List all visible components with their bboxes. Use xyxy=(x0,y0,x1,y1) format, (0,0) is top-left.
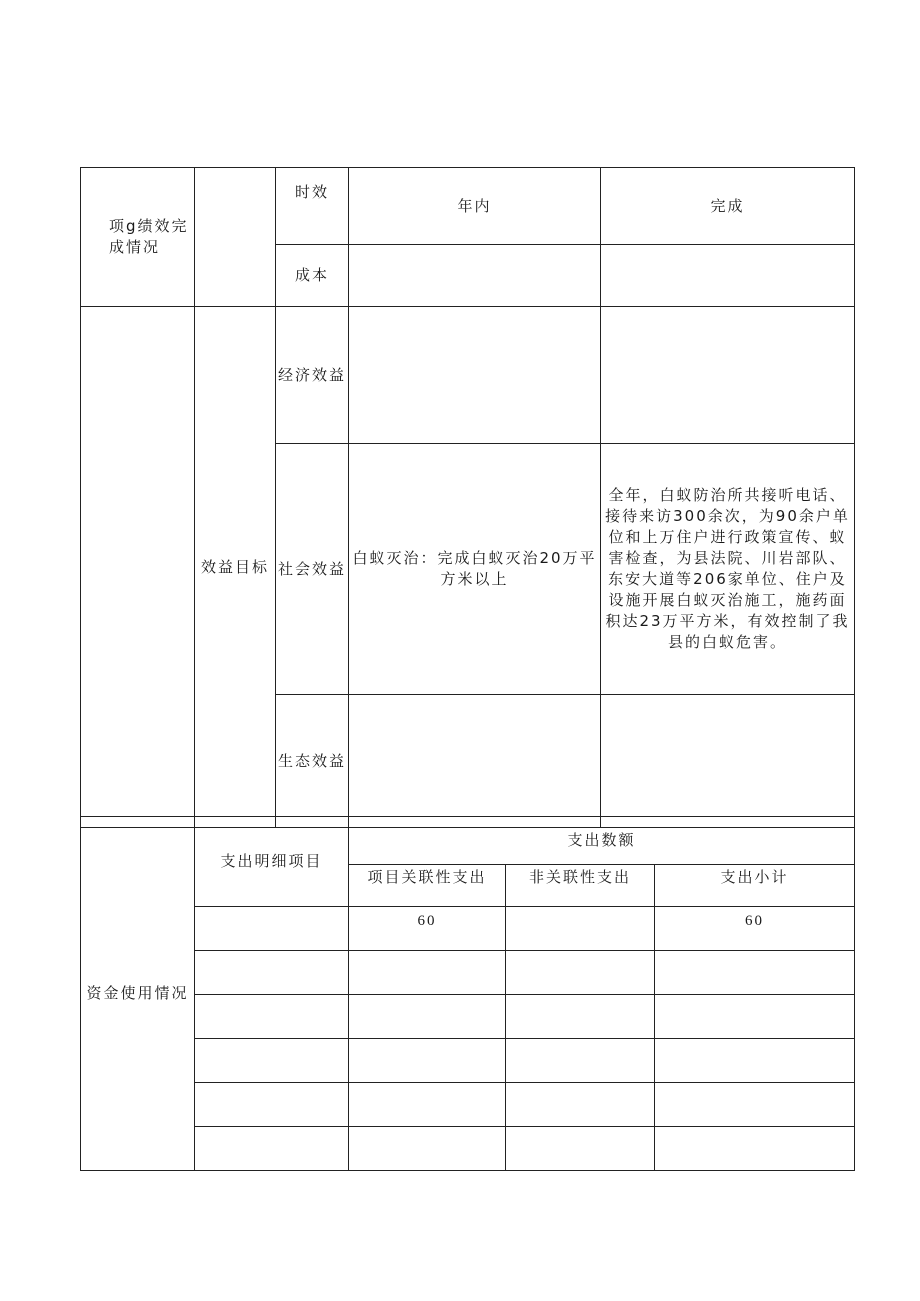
table-row xyxy=(81,1083,855,1127)
ecological-benefit-actual xyxy=(601,695,855,828)
social-benefit-label: 社会效益 xyxy=(276,444,349,695)
row-subtotal: 60 xyxy=(655,907,855,951)
performance-section-label: 项g绩效完成情况 xyxy=(81,168,195,307)
social-benefit-target: 白蚁灭治：完成白蚁灭治20万平方米以上 xyxy=(349,444,601,695)
cost-actual xyxy=(601,245,855,307)
performance-table xyxy=(80,167,855,828)
row-related xyxy=(349,995,506,1039)
row-related xyxy=(349,1127,506,1171)
row-subtotal xyxy=(655,1039,855,1083)
row-item xyxy=(195,907,349,951)
row-subtotal xyxy=(655,995,855,1039)
row-item xyxy=(195,1127,349,1171)
row-related xyxy=(349,1039,506,1083)
row-unrelated xyxy=(506,907,655,951)
economic-benefit-label: 经济效益 xyxy=(276,307,349,444)
economic-benefit-actual xyxy=(601,307,855,444)
timeliness-actual: 完成 xyxy=(601,168,855,245)
table-row xyxy=(81,951,855,995)
cost-target xyxy=(349,245,601,307)
detail-header: 支出明细项目 xyxy=(195,817,349,907)
economic-benefit-target xyxy=(349,307,601,444)
row-unrelated xyxy=(506,995,655,1039)
timeliness-target: 年内 xyxy=(349,168,601,245)
table-row xyxy=(81,1127,855,1171)
row-related: 60 xyxy=(349,907,506,951)
row-subtotal xyxy=(655,1083,855,1127)
table-row xyxy=(81,1039,855,1083)
row-item xyxy=(195,1039,349,1083)
row-related xyxy=(349,951,506,995)
table-row xyxy=(81,995,855,1039)
subtotal-header: 支出小计 xyxy=(655,865,855,907)
benefit-category-label: 效益目标 xyxy=(195,307,276,828)
cost-label: 成本 xyxy=(276,245,349,307)
row-subtotal xyxy=(655,1127,855,1171)
social-benefit-actual: 全年，白蚁防治所共接听电话、接待来访300余次，为90余户单位和上万住户进行政策宣传、蚁害检查，为县法院、川岩部队、东安大道等206家单位、住户及设施开展白蚁灭治施工，施药面积达23万平方米，有效控制了我县的白蚁危害。 xyxy=(601,444,855,695)
row-related xyxy=(349,1083,506,1127)
row-item xyxy=(195,951,349,995)
row-unrelated xyxy=(506,1039,655,1083)
row-unrelated xyxy=(506,1127,655,1171)
row-item xyxy=(195,995,349,1039)
performance-section-spacer xyxy=(81,307,195,828)
row-unrelated xyxy=(506,951,655,995)
row-item xyxy=(195,1083,349,1127)
amount-header: 支出数额 xyxy=(349,817,855,865)
row-unrelated xyxy=(506,1083,655,1127)
unrelated-expense-header: 非关联性支出 xyxy=(506,865,655,907)
row-subtotal xyxy=(655,951,855,995)
performance-category-cell xyxy=(195,168,276,307)
funds-table xyxy=(80,816,855,1171)
timeliness-label: 时效 xyxy=(276,168,349,245)
ecological-benefit-label: 生态效益 xyxy=(276,695,349,828)
related-expense-header: 项目关联性支出 xyxy=(349,865,506,907)
ecological-benefit-target xyxy=(349,695,601,828)
funds-section-label: 资金使用情况 xyxy=(81,817,195,1171)
table-row xyxy=(81,907,855,951)
